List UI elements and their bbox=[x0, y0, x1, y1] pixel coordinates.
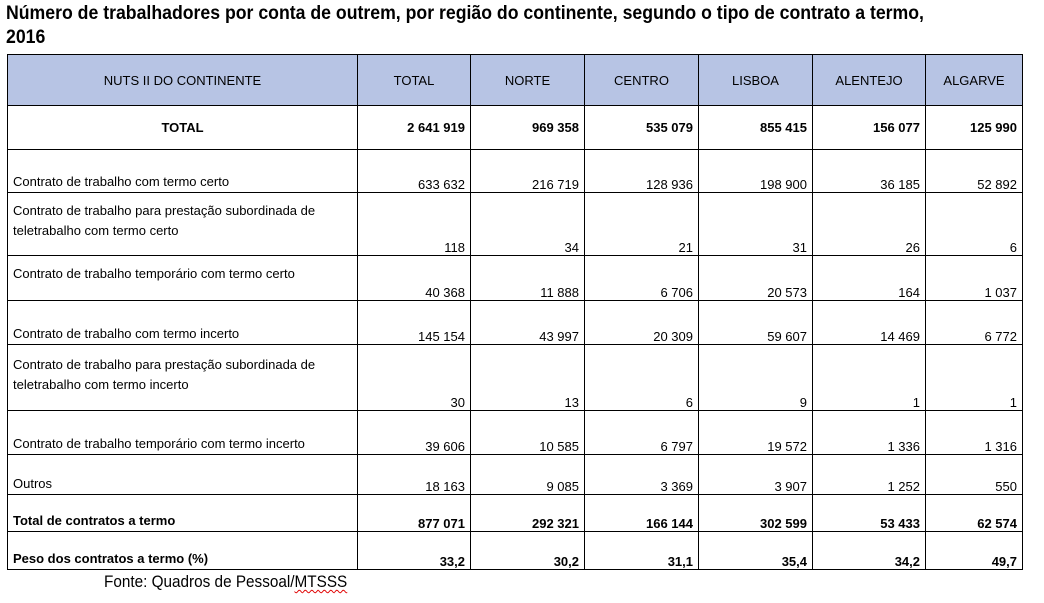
cell-lisboa: 3 907 bbox=[699, 455, 813, 495]
cell-norte: 11 888 bbox=[471, 256, 585, 301]
cell-total: 30 bbox=[358, 345, 471, 411]
row-label: Peso dos contratos a termo (%) bbox=[8, 532, 358, 570]
cell-centro: 31,1 bbox=[585, 532, 699, 570]
table-row-contracts-total bbox=[8, 495, 1023, 532]
cell-total: 40 368 bbox=[358, 256, 471, 301]
cell-alentejo: 36 185 bbox=[813, 150, 926, 193]
cell-lisboa: 35,4 bbox=[699, 532, 813, 570]
cell-lisboa: 9 bbox=[699, 345, 813, 411]
cell-lisboa: 855 415 bbox=[699, 106, 813, 150]
row-label: Contrato de trabalho com termo certo bbox=[8, 150, 358, 193]
cell-norte: 43 997 bbox=[471, 301, 585, 345]
cell-algarve: 125 990 bbox=[926, 106, 1023, 150]
cell-centro: 166 144 bbox=[585, 495, 699, 532]
cell-norte: 34 bbox=[471, 193, 585, 256]
cell-lisboa: 19 572 bbox=[699, 411, 813, 455]
table-title: Número de trabalhadores por conta de outrem, por região do continente, segundo o tipo de contrato a termo, 2016 bbox=[6, 3, 924, 48]
cell-total: 145 154 bbox=[358, 301, 471, 345]
cell-lisboa: 59 607 bbox=[699, 301, 813, 345]
col-header-total: TOTAL bbox=[358, 55, 471, 106]
cell-total: 118 bbox=[358, 193, 471, 256]
row-label: Contrato de trabalho temporário com termo certo bbox=[8, 256, 358, 301]
cell-total: 18 163 bbox=[358, 455, 471, 495]
cell-alentejo: 34,2 bbox=[813, 532, 926, 570]
cell-algarve: 6 772 bbox=[926, 301, 1023, 345]
cell-centro: 21 bbox=[585, 193, 699, 256]
cell-norte: 969 358 bbox=[471, 106, 585, 150]
cell-norte: 216 719 bbox=[471, 150, 585, 193]
row-label: Contrato de trabalho com termo incerto bbox=[8, 301, 358, 345]
cell-algarve: 550 bbox=[926, 455, 1023, 495]
source-prefix: Fonte: Quadros de Pessoal/ bbox=[104, 572, 295, 591]
col-header-alentejo: ALENTEJO bbox=[813, 55, 926, 106]
col-header-norte: NORTE bbox=[471, 55, 585, 106]
row-label: Total de contratos a termo bbox=[8, 495, 358, 532]
cell-lisboa: 198 900 bbox=[699, 150, 813, 193]
row-label: Contrato de trabalho para prestação subordinada de teletrabalho com termo incerto bbox=[8, 345, 358, 411]
cell-algarve: 52 892 bbox=[926, 150, 1023, 193]
cell-alentejo: 14 469 bbox=[813, 301, 926, 345]
cell-centro: 20 309 bbox=[585, 301, 699, 345]
cell-centro: 6 bbox=[585, 345, 699, 411]
cell-total: 877 071 bbox=[358, 495, 471, 532]
cell-centro: 6 797 bbox=[585, 411, 699, 455]
cell-algarve: 1 316 bbox=[926, 411, 1023, 455]
table-row-total bbox=[8, 106, 1023, 150]
cell-alentejo: 1 bbox=[813, 345, 926, 411]
table-row bbox=[8, 455, 1023, 495]
table-row-share bbox=[8, 532, 1023, 570]
table-row bbox=[8, 345, 1023, 411]
col-header-centro: CENTRO bbox=[585, 55, 699, 106]
cell-lisboa: 302 599 bbox=[699, 495, 813, 532]
cell-norte: 292 321 bbox=[471, 495, 585, 532]
row-label: Contrato de trabalho para prestação subordinada de teletrabalho com termo certo bbox=[8, 193, 358, 256]
source-note bbox=[104, 572, 347, 592]
cell-total: 39 606 bbox=[358, 411, 471, 455]
row-label: Contrato de trabalho temporário com termo incerto bbox=[8, 411, 358, 455]
col-header-region: NUTS II DO CONTINENTE bbox=[8, 55, 358, 106]
cell-alentejo: 164 bbox=[813, 256, 926, 301]
cell-alentejo: 156 077 bbox=[813, 106, 926, 150]
table-row bbox=[8, 150, 1023, 193]
cell-centro: 535 079 bbox=[585, 106, 699, 150]
table-row bbox=[8, 411, 1023, 455]
cell-norte: 10 585 bbox=[471, 411, 585, 455]
cell-algarve: 1 037 bbox=[926, 256, 1023, 301]
cell-alentejo: 26 bbox=[813, 193, 926, 256]
row-label: TOTAL bbox=[8, 106, 358, 150]
cell-algarve: 49,7 bbox=[926, 532, 1023, 570]
cell-algarve: 62 574 bbox=[926, 495, 1023, 532]
cell-alentejo: 1 252 bbox=[813, 455, 926, 495]
table-row bbox=[8, 301, 1023, 345]
header-row bbox=[8, 55, 1023, 106]
cell-lisboa: 20 573 bbox=[699, 256, 813, 301]
cell-norte: 30,2 bbox=[471, 532, 585, 570]
cell-norte: 9 085 bbox=[471, 455, 585, 495]
col-header-lisboa: LISBOA bbox=[699, 55, 813, 106]
cell-total: 33,2 bbox=[358, 532, 471, 570]
table-row bbox=[8, 193, 1023, 256]
row-label: Outros bbox=[8, 455, 358, 495]
cell-total: 2 641 919 bbox=[358, 106, 471, 150]
cell-total: 633 632 bbox=[358, 150, 471, 193]
cell-algarve: 1 bbox=[926, 345, 1023, 411]
cell-algarve: 6 bbox=[926, 193, 1023, 256]
cell-lisboa: 31 bbox=[699, 193, 813, 256]
table-row bbox=[8, 256, 1023, 301]
cell-alentejo: 1 336 bbox=[813, 411, 926, 455]
cell-alentejo: 53 433 bbox=[813, 495, 926, 532]
contracts-table bbox=[7, 54, 1023, 570]
cell-norte: 13 bbox=[471, 345, 585, 411]
cell-centro: 3 369 bbox=[585, 455, 699, 495]
source-org: MTSSS bbox=[294, 572, 348, 591]
cell-centro: 6 706 bbox=[585, 256, 699, 301]
col-header-algarve: ALGARVE bbox=[926, 55, 1023, 106]
cell-centro: 128 936 bbox=[585, 150, 699, 193]
